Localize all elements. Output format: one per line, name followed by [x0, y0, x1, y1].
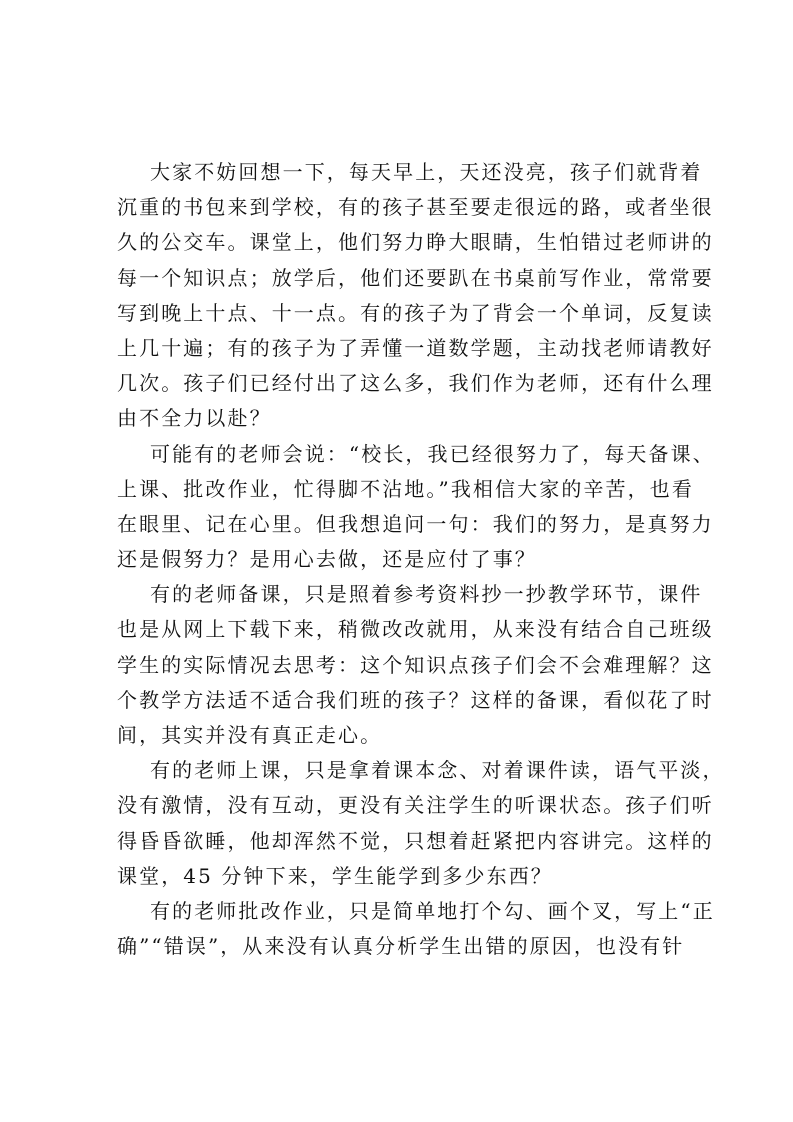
paragraph-4-line-1: 有的老师上课，只是拿着课本念、对着课件读，语气平淡，	[150, 758, 725, 783]
paragraph-1-line-3: 久的公交车。课堂上，他们努力睁大眼睛，生怕错过老师讲的	[117, 230, 714, 255]
paragraph-3-line-4: 个教学方法适不适合我们班的孩子？这样的备课，看似花了时	[117, 687, 714, 712]
paragraph-2-line-2: 上课、批改作业，忙得脚不沾地。”我相信大家的辛苦，也看	[117, 476, 694, 501]
paragraph-1-line-7: 几次。孩子们已经付出了这么多，我们作为老师，还有什么理	[117, 371, 714, 396]
paragraph-3-line-3: 学生的实际情况去思考：这个知识点孩子们会不会难理解？这	[117, 652, 714, 677]
paragraph-4-line-2: 没有激情，没有互动，更没有关注学生的听课状态。孩子们听	[117, 793, 714, 818]
paragraph-3-line-2: 也是从网上下载下来，稍微改改就用，从来没有结合自己班级	[117, 617, 714, 642]
paragraph-2-line-3: 在眼里、记在心里。但我想追问一句：我们的努力，是真努力	[117, 511, 714, 536]
paragraph-1-line-2: 沉重的书包来到学校，有的孩子甚至要走很远的路，或者坐很	[117, 195, 714, 220]
paragraph-2-line-1: 可能有的老师会说：“校长，我已经很努力了，每天备课、	[150, 441, 715, 466]
paragraph-2-line-4: 还是假努力？是用心去做，还是应付了事？	[117, 547, 537, 572]
paragraph-5-line-2: 确”“错误”，从来没有认真分析学生出错的原因，也没有针	[117, 934, 685, 959]
body-text	[117, 155, 725, 964]
paragraph-3-line-5: 间，其实并没有真正走心。	[117, 723, 383, 747]
paragraph-1-line-5: 写到晚上十点、十一点。有的孩子为了背会一个单词，反复读	[117, 300, 714, 325]
paragraph-1-line-6: 上几十遍；有的孩子为了弄懂一道数学题，主动找老师请教好	[117, 335, 714, 360]
paragraph-1-line-8: 由不全力以赴？	[117, 406, 272, 431]
paragraph-1-line-4: 每一个知识点；放学后，他们还要趴在书桌前写作业，常常要	[117, 265, 714, 290]
paragraph-1-line-1: 大家不妨回想一下，每天早上，天还没亮，孩子们就背着	[150, 160, 703, 184]
paragraph-5-line-1: 有的老师批改作业，只是简单地打个勾、画个叉，写上“正	[150, 898, 715, 923]
paragraph-4-line-4: 课堂，45 分钟下来，学生能学到多少东西？	[117, 863, 553, 888]
paragraph-3-line-1: 有的老师备课，只是照着参考资料抄一抄教学环节，课件	[150, 582, 703, 607]
paragraph-4-line-3: 得昏昏欲睡，他却浑然不觉，只想着赶紧把内容讲完。这样的	[117, 828, 714, 853]
